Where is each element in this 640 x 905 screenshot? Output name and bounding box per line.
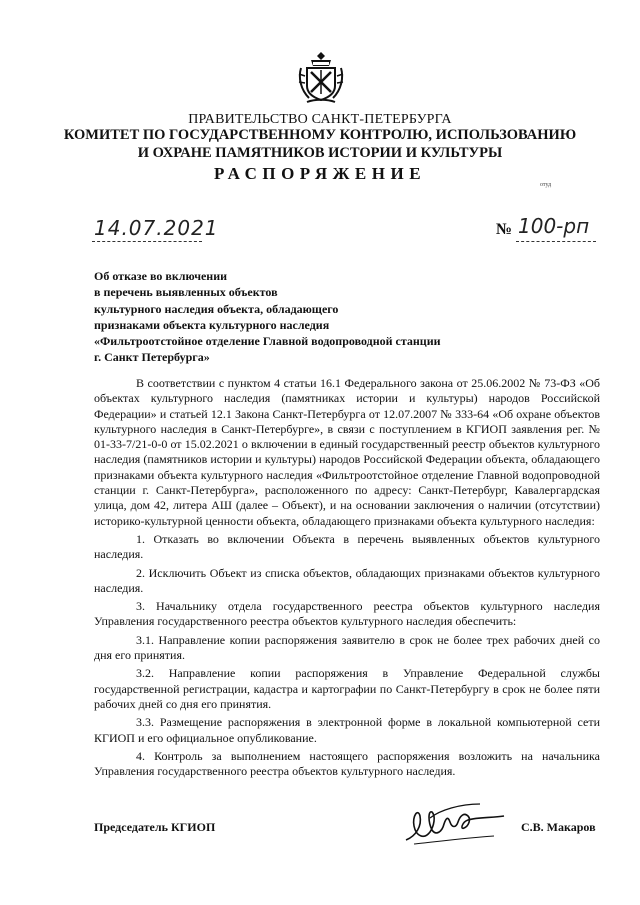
subject-line: г. Санкт Петербурга»: [94, 350, 210, 365]
subject-line: Об отказе во включении: [94, 269, 228, 283]
subject-line: в перечень выявленных объектов: [94, 285, 278, 300]
signatory-position: Председатель КГИОП: [94, 820, 216, 834]
handwritten-date: 14.07.2021: [94, 216, 219, 240]
committee-name-line2: И ОХРАНЕ ПАМЯТНИКОВ ИСТОРИИ И КУЛЬТУРЫ: [137, 145, 503, 161]
subject-line: признаками объекта культурного наследия: [94, 317, 330, 332]
handwritten-number: 100-рп: [518, 214, 590, 238]
item-4: 4. Контроль за выполнением настоящего распоряжения возложить на начальника Управления государственного реестра объектов культурного наследия.: [94, 748, 600, 779]
handwritten-signature: [400, 800, 520, 850]
preamble-paragraph: В соответствии с пунктом 4 статьи 16.1 Федерального закона от 25.06.2002 № 73-ФЗ «Об объектах культурного наследия (памятниках истории и культуры) народов Российской Федерации» и статьей 12.1 Закона Санкт-Петербурга от 12.07.2007 № 333-64 «Об охране объектов культурного наследия в Санкт-Петербурге», в связи с поступлением в КГИОП заявления рег. № 01-33-7/21-0-0 от 15.02.2021 о включении в единый государственный реестр объектов культурного наследия (памятников истории и культуры) народов Российской Федерации объекта, обладающего признаками объекта культурного наследия «Фильтроотстойное отделение Главной водопроводной станции г. Санкт-Петербурга», расположенного по адресу: Санкт-Петербург, Кавалергардская улица, дом 42, литера АШ (далее – Объект), и на основании заключения о наличии (отсутствии) историко-культурной ценности объекта, обладающего признаками объекта культурного наследия:: [94, 376, 600, 528]
document-body: [94, 376, 600, 779]
coat-of-arms-emblem: [297, 50, 345, 106]
item-3: 3. Начальнику отдела государственного реестра объектов культурного наследия Управления государственного реестра объектов культурного наследия обеспечить:: [94, 599, 600, 629]
committee-name-line1: КОМИТЕТ ПО ГОСУДАРСТВЕННОМУ КОНТРОЛЮ, ИСПОЛЬЗОВАНИЮ: [63, 127, 577, 143]
document-type-title: РАСПОРЯЖЕНИЕ: [213, 164, 427, 183]
number-sign: №: [496, 221, 513, 238]
item-1: 1. Отказать во включении Объекта в перечень выявленных объектов культурного наследия.: [94, 531, 600, 562]
item-3-1: 3.1. Направление копии распоряжения заявителю в срок не более трех рабочих дней со дня его принятия.: [94, 632, 600, 663]
signatory-name: С.В. Макаров: [521, 820, 596, 834]
item-3-2: 3.2. Направление копии распоряжения в Управление Федеральной службы государственной регистрации, кадастра и картографии по Санкт-Петербургу в срок не более пяти рабочих дней со дня его принятия.: [94, 666, 600, 711]
subject-line: «Фильтроотстойное отделение Главной водопроводной станции: [94, 334, 441, 349]
subject-line: культурного наследия объекта, обладающего: [94, 301, 339, 316]
tiny-mark: отуд: [540, 182, 552, 188]
number-underline: [516, 241, 596, 242]
date-underline: [92, 241, 202, 242]
government-name: ПРАВИТЕЛЬСТВО САНКТ-ПЕТЕРБУРГА: [188, 112, 452, 127]
item-3-3: 3.3. Размещение распоряжения в электронной форме в локальной компьютерной сети КГИОП и его официальное опубликование.: [94, 715, 600, 745]
subject-block: [94, 268, 441, 366]
item-2: 2. Исключить Объект из списка объектов, обладающих признаками объектов культурного наследия.: [94, 565, 600, 595]
